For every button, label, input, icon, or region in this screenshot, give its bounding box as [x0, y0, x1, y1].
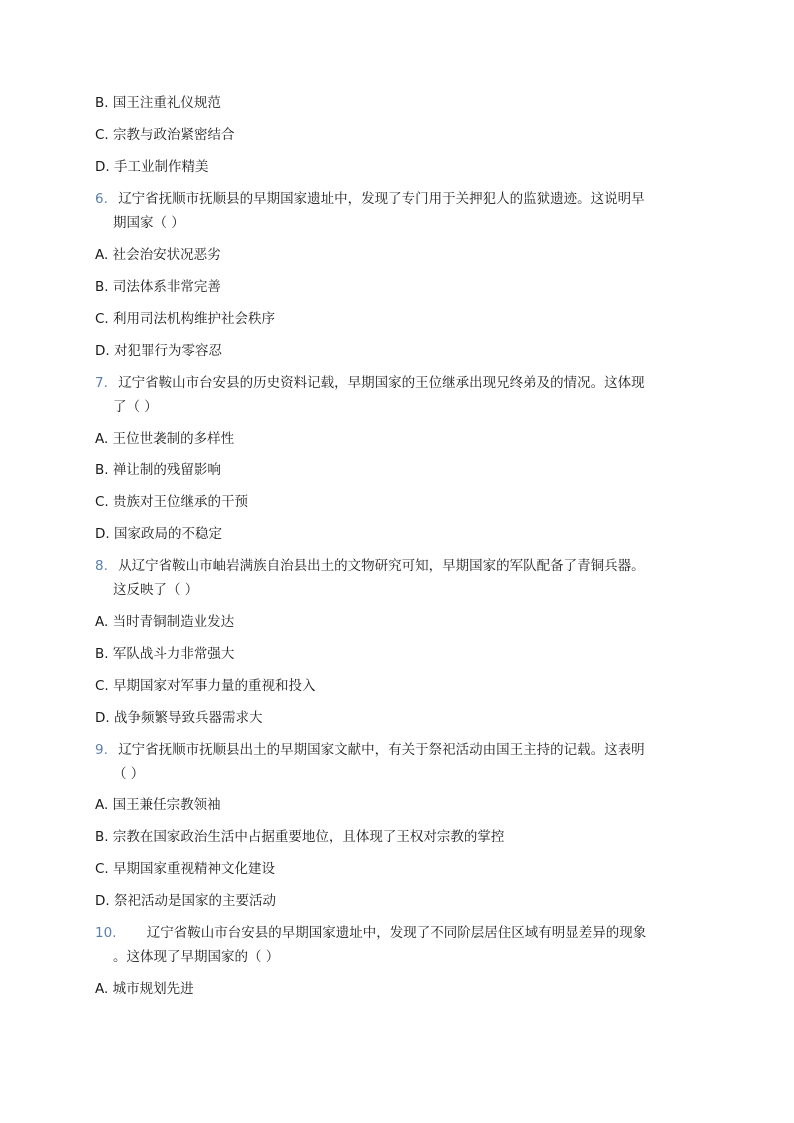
question-number: 8.: [95, 558, 108, 574]
option-7-a: A. 王位世袭制的多样性: [95, 431, 235, 447]
question-text: 辽宁省鞍山市台安县的早期国家遗址中，发现了不同阶层居住区域有明显差异的现象: [146, 925, 647, 941]
option-7-c: C. 贵族对王位继承的干预: [95, 494, 249, 510]
question-9-stem: [95, 740, 645, 760]
option-9-a: A. 国王兼任宗教领袖: [95, 797, 221, 813]
question-text: 辽宁省鞍山市台安县的历史资料记载，早期国家的王位继承出现兄终弟及的情况。这体现: [118, 375, 645, 391]
option-5-d: D. 手工业制作精美: [95, 159, 209, 175]
option-7-d: D. 国家政局的不稳定: [95, 526, 222, 542]
question-number: 7.: [95, 375, 108, 391]
question-6-stem: [95, 189, 645, 209]
option-6-d: D. 对犯罪行为零容忍: [95, 343, 222, 359]
option-9-c: C. 早期国家重视精神文化建设: [95, 861, 276, 877]
option-8-a: A. 当时青铜制造业发达: [95, 614, 235, 630]
option-5-c: C. 宗教与政治紧密结合: [95, 127, 235, 143]
question-text: 辽宁省抚顺市抚顺县出土的早期国家文献中，有关于祭祀活动由国王主持的记载。这表明: [118, 742, 645, 758]
question-number: 9.: [95, 742, 108, 758]
question-number: 10.: [95, 925, 117, 941]
option-7-b: B. 禅让制的残留影响: [95, 462, 221, 478]
option-6-a: A. 社会治安状况恶劣: [95, 247, 221, 263]
question-text: 辽宁省抚顺市抚顺县的早期国家遗址中，发现了专门用于关押犯人的监狱遗迹。这说明早: [118, 191, 645, 207]
question-number: 6.: [95, 191, 108, 207]
question-7-stem: [95, 373, 645, 393]
option-9-d: D. 祭祀活动是国家的主要活动: [95, 893, 276, 909]
question-7-stem-cont: 了（ ）: [113, 399, 158, 415]
question-text: 从辽宁省鞍山市岫岩满族自治县出土的文物研究可知，早期国家的军队配备了青铜兵器。: [118, 558, 645, 574]
question-8-stem-cont: 这反映了（ ）: [113, 582, 199, 598]
option-5-b: B. 国王注重礼仪规范: [95, 95, 221, 111]
question-6-stem-cont: 期国家（ ）: [113, 215, 185, 231]
option-6-c: C. 利用司法机构维护社会秩序: [95, 311, 276, 327]
question-9-stem-cont: （ ）: [113, 766, 145, 782]
question-10-stem-cont: 。这体现了早期国家的（ ）: [113, 949, 280, 965]
option-10-a: A. 城市规划先进: [95, 981, 194, 997]
option-8-c: C. 早期国家对军事力量的重视和投入: [95, 678, 316, 694]
question-10-stem: [95, 923, 646, 943]
option-9-b: B. 宗教在国家政治生活中占据重要地位，且体现了王权对宗教的掌控: [95, 829, 505, 845]
option-8-b: B. 军队战斗力非常强大: [95, 646, 235, 662]
option-8-d: D. 战争频繁导致兵器需求大: [95, 710, 263, 726]
question-8-stem: [95, 556, 645, 576]
option-6-b: B. 司法体系非常完善: [95, 279, 221, 295]
